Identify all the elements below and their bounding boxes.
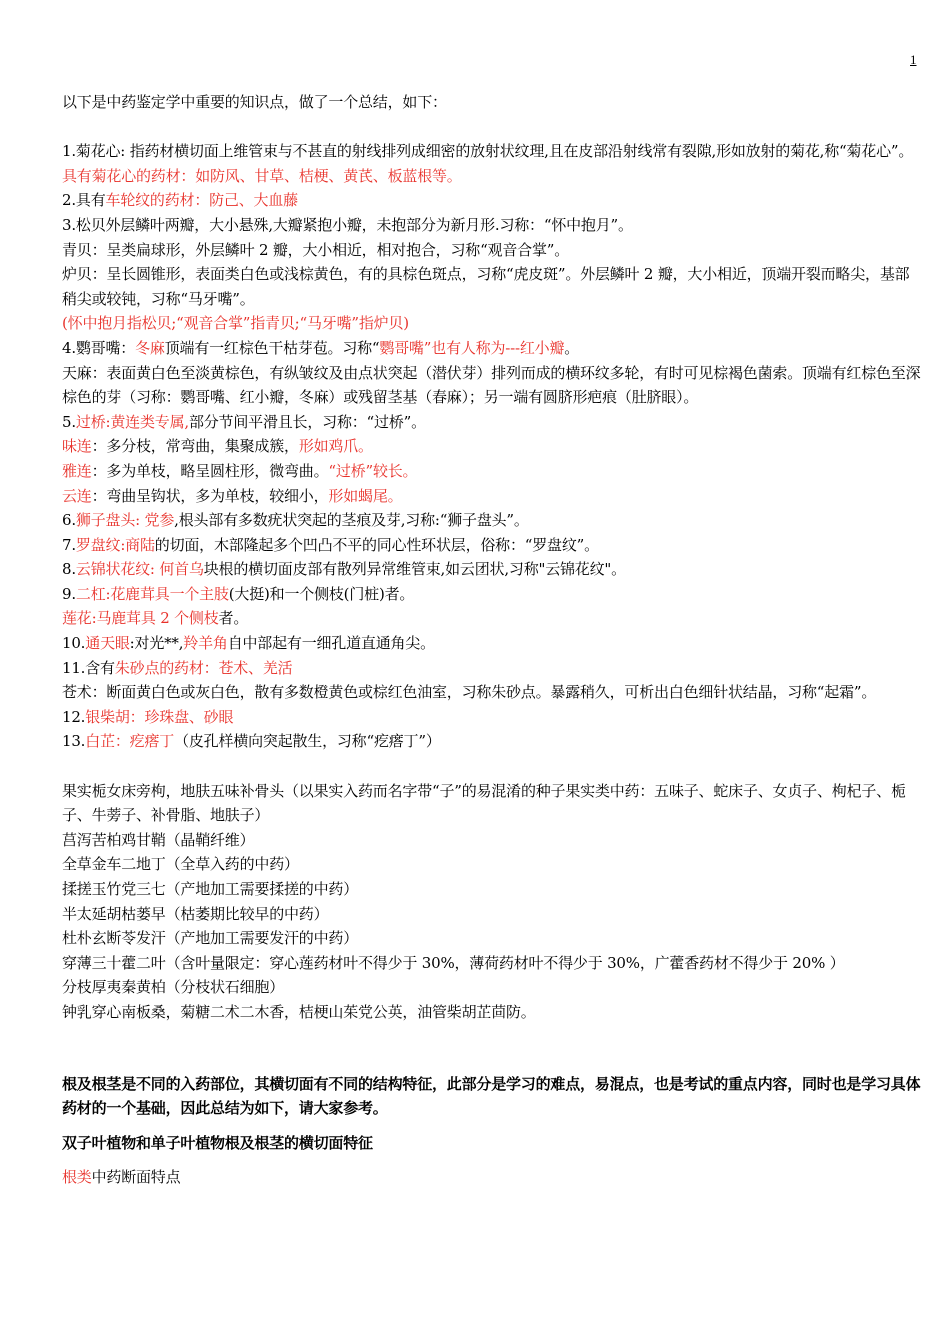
- cangzhu-paragraph: 苍术：断面黄白色或灰白色，散有多数橙黄色或棕红色油室，习称朱砂点。暴露稍久，可析出白色细针状结晶，习称“起霜”。: [62, 683, 877, 702]
- item13-r1: 白芷：疙瘩丁: [85, 732, 175, 751]
- yalian-text: ：多为单枝，略呈圆柱形，微弯曲。: [91, 461, 329, 480]
- item10-r1: 通天眼: [85, 634, 130, 653]
- bold-paragraph: 根及根茎是不同的入药部位，其横切面有不同的结构特征，此部分是学习的难点，易混点，也是考试的重点内容，同时也是学习具体药材的一个基础，因此总结为如下，请大家参考。: [62, 1074, 921, 1118]
- item3-line2: 青贝：呈类扁球形，外层鳞叶 2 瓣，大小相近，相对抱合，习称“观音合掌”。: [62, 240, 570, 259]
- item11-r1: 朱砂点的药材：苍术、羌活: [114, 658, 293, 677]
- item11-p1: 11.含有: [62, 658, 115, 677]
- item5-p2: 部分节间平滑且长，习称：“过桥”。: [188, 412, 426, 431]
- mnemonic-line: 分枝厚夷秦黄柏（分枝状石细胞）: [62, 978, 285, 997]
- item6-r1: 狮子盘头: 党参: [75, 511, 175, 530]
- yunlian-text: ：弯曲呈钩状，多为单枝，较细小，: [91, 486, 329, 505]
- yalian-red: “过桥”较长。: [328, 461, 418, 480]
- mnemonic-line: 莒泻苦柏鸡甘鞘（晶鞘纤维）: [62, 830, 255, 849]
- item8-p1: 8.: [62, 560, 76, 579]
- weilian-red: 形如鸡爪。: [298, 437, 373, 456]
- mnemonic-line: 穿薄三十藿二叶（含叶量限定：穿心莲药材叶不得少于 30%，薄荷药材叶不得少于 30%，广藿香药材不得少于 20% ）: [62, 953, 845, 972]
- document-body: [62, 90, 924, 1190]
- last-line: [62, 1165, 924, 1190]
- item8-line: [62, 557, 924, 582]
- item4-p3: 。: [564, 338, 580, 357]
- item8-r1: 云锦状花纹: 何首乌: [75, 560, 204, 579]
- item7-p1: 7.: [62, 535, 76, 554]
- mnemonic-line: 果实栀女床旁枸，地肤五味补骨头（以果实入药而名字带“子”的易混淆的种子果实类中药：五味子、蛇床子、女贞子、枸杞子、栀子、牛蒡子、补骨脂、地肤子）: [62, 781, 906, 825]
- yunlian-line: [62, 484, 924, 509]
- item8-p2: 块根的横切面皮部有散列异常维管束,如云团状,习称"云锦花纹"。: [203, 560, 626, 579]
- item12-p1: 12.: [62, 707, 86, 726]
- item4-r1: 冬麻: [135, 338, 165, 357]
- mnemonic-line: 杜朴玄断苓发汗（产地加工需要发汗的中药）: [62, 929, 359, 948]
- item7-p2: 的切面，木部隆起多个凹凸不平的同心性环状层，俗称：“罗盘纹”。: [154, 535, 599, 554]
- item5-line: [62, 410, 924, 435]
- section-heading: 双子叶植物和单子叶植物根及根茎的横切面特征: [62, 1133, 373, 1152]
- item2-prefix: 2.具有: [62, 191, 106, 210]
- item13-line: [62, 729, 924, 754]
- item6-p2: ,根头部有多数疣状突起的茎痕及芽,习称:“狮子盘头”。: [174, 511, 529, 530]
- weilian-text: ：多分枝，常弯曲，集聚成簇，: [91, 437, 299, 456]
- item10-p1: 10.: [62, 634, 86, 653]
- spacer: [62, 1062, 924, 1072]
- mnemonic-line: 钟乳穿心南板桑，菊糖二术二木香，桔梗山茱党公英，油管柴胡芷茴防。: [62, 1002, 536, 1021]
- item4-p1: 4.鹦哥嘴：: [62, 338, 136, 357]
- item4-r2: 鹦哥嘴”也有人称为---红小瓣: [379, 338, 565, 357]
- item9-line: [62, 582, 924, 607]
- weilian-line: [62, 434, 924, 459]
- item10-p2: :对光**,: [129, 634, 184, 653]
- spacer: [62, 115, 924, 140]
- item12-r1: 银柴胡：珍珠盘、砂眼: [85, 707, 234, 726]
- page-number: 1: [910, 52, 917, 67]
- item13-p1: 13.: [62, 732, 86, 751]
- item2-red: 车轮纹的药材：防己、大血藤: [105, 191, 298, 210]
- item10-line: [62, 631, 924, 656]
- root-type-text: 中药断面特点: [91, 1168, 181, 1187]
- item10-p3: 自中部起有一细孔道直通角尖。: [227, 634, 435, 653]
- spacer: [62, 1121, 924, 1131]
- item3-line3: 炉贝：呈长圆锥形，表面类白色或浅棕黄色，有的具棕色斑点，习称“虎皮斑”。外层鳞叶 2 瓣，大小相近，顶端开裂而略尖，基部稍尖或较钝，习称“马牙嘴”。: [62, 265, 910, 308]
- mnemonic-line: 揉搓玉竹党三七（产地加工需要揉搓的中药）: [62, 880, 359, 898]
- item10-r2: 羚羊角: [183, 634, 228, 653]
- item13-p2: （皮孔样横向突起散生，习称“疙瘩丁”）: [174, 732, 441, 751]
- item9-p3: 者。: [218, 609, 249, 628]
- item5-p1: 5.: [62, 412, 76, 431]
- root-type-label: 根类: [62, 1168, 92, 1187]
- item2-line: [62, 188, 924, 213]
- item3-line1: 3.松贝外层鳞叶两瓣，大小悬殊,大瓣紧抱小瓣，未抱部分为新月形.习称：“怀中抱月”。: [62, 215, 633, 234]
- item9-r1: 二杠:花鹿茸具一个主肢: [75, 584, 229, 603]
- mnemonic-line: 全草金车二地丁（全草入药的中药）: [62, 855, 299, 874]
- yunlian-red: 形如蝎尾。: [328, 486, 403, 505]
- item5-r1: 过桥:黄连类专属,: [75, 412, 189, 431]
- intro-line: 以下是中药鉴定学中重要的知识点，做了一个总结，如下：: [62, 93, 447, 111]
- tianma-paragraph: 天麻：表面黄白色至淡黄棕色，有纵皱纹及由点状突起（潜伏芽）排列而成的横环纹多轮，有时可见棕褐色菌索。顶端有红棕色至深棕色的芽（习称：鹦哥嘴、红小瓣，冬麻）或残留茎基（春麻）；另一端有圆脐形疤痕（肚脐眼）。: [62, 363, 921, 407]
- item4-line: [62, 336, 924, 361]
- yalian-line: [62, 459, 924, 484]
- spacer: [62, 1155, 924, 1165]
- item6-p1: 6.: [62, 511, 76, 530]
- item3-red-summary: (怀中抱月指松贝;“观音合掌”指青贝;“马牙嘴”指炉贝): [62, 314, 409, 333]
- item1-text: 1.菊花心: 指药材横切面上维管束与不甚直的射线排列成细密的放射状纹理,且在皮部沿射线常有裂隙,形如放射的菊花,称“菊花心”。: [62, 142, 914, 161]
- weilian-label: 味连: [62, 437, 92, 456]
- item1-red-line: 具有菊花心的药材：如防风、甘草、桔梗、黄芪、板蓝根等。: [62, 166, 462, 185]
- item12-line: [62, 705, 924, 730]
- item11-line: [62, 656, 924, 681]
- item9-r2: 莲花:马鹿茸具 2 个侧枝: [62, 609, 219, 628]
- item4-p2: 顶端有一红棕色干枯芽苞。习称“: [164, 338, 380, 357]
- item7-line: [62, 533, 924, 558]
- item9-p2: (大挺)和一个侧枝(门桩)者。: [228, 584, 415, 603]
- item7-r1: 罗盘纹:商陆: [75, 535, 155, 554]
- mnemonic-line: 半太延胡枯蒌早（枯萎期比较早的中药）: [62, 904, 329, 923]
- spacer: [62, 754, 924, 779]
- yunlian-label: 云连: [62, 486, 92, 505]
- item6-line: [62, 508, 924, 533]
- item9-p1: 9.: [62, 584, 76, 603]
- yalian-label: 雅连: [62, 461, 92, 480]
- spacer: [62, 1025, 924, 1062]
- lianhua-line: [62, 606, 924, 631]
